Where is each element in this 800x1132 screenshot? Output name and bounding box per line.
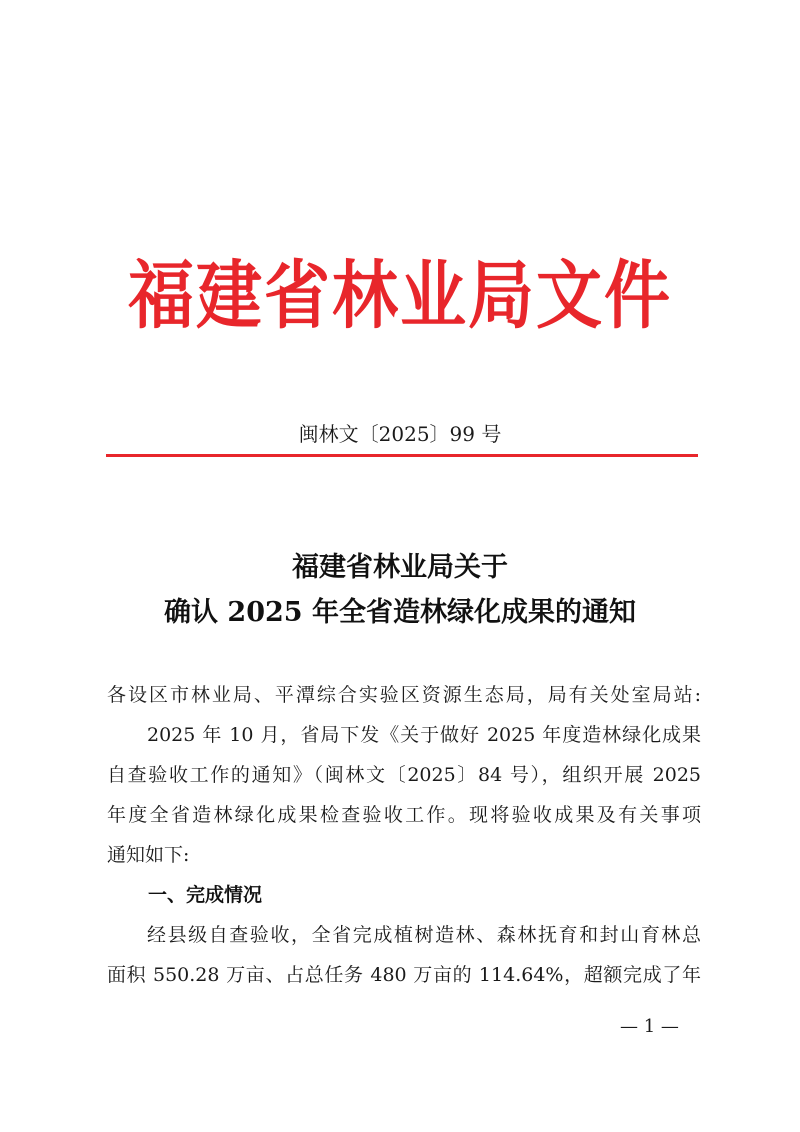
document-title-line-1: 福建省林业局关于 — [292, 552, 508, 583]
section-heading: 一、完成情况 — [148, 884, 263, 906]
body-line: 2025 年 10 月，省局下发《关于做好 2025 年度造林绿化成果 — [147, 724, 701, 746]
body-line: 经县级自查验收，全省完成植树造林、森林抚育和封山育林总 — [147, 924, 701, 946]
body-line: 自查验收工作的通知》（闽林文〔2025〕84 号），组织开展 2025 — [107, 764, 701, 786]
page-number: — 1 — — [620, 1016, 679, 1037]
body-line: 面积 550.28 万亩、占总任务 480 万亩的 114.64%，超额完成了年 — [107, 964, 701, 986]
red-divider-rule — [106, 454, 698, 457]
document-masthead: 福建省林业局文件 — [128, 251, 672, 339]
body-line: 年度全省造林绿化成果检查验收工作。现将验收成果及有关事项 — [107, 804, 701, 826]
body-line-addressee: 各设区市林业局、平潭综合实验区资源生态局，局有关处室局站: — [107, 684, 701, 706]
document-number: 闽林文〔2025〕99 号 — [298, 422, 502, 446]
document-title-line-2: 确认 2025 年全省造林绿化成果的通知 — [164, 597, 636, 628]
body-line: 通知如下: — [107, 844, 190, 866]
